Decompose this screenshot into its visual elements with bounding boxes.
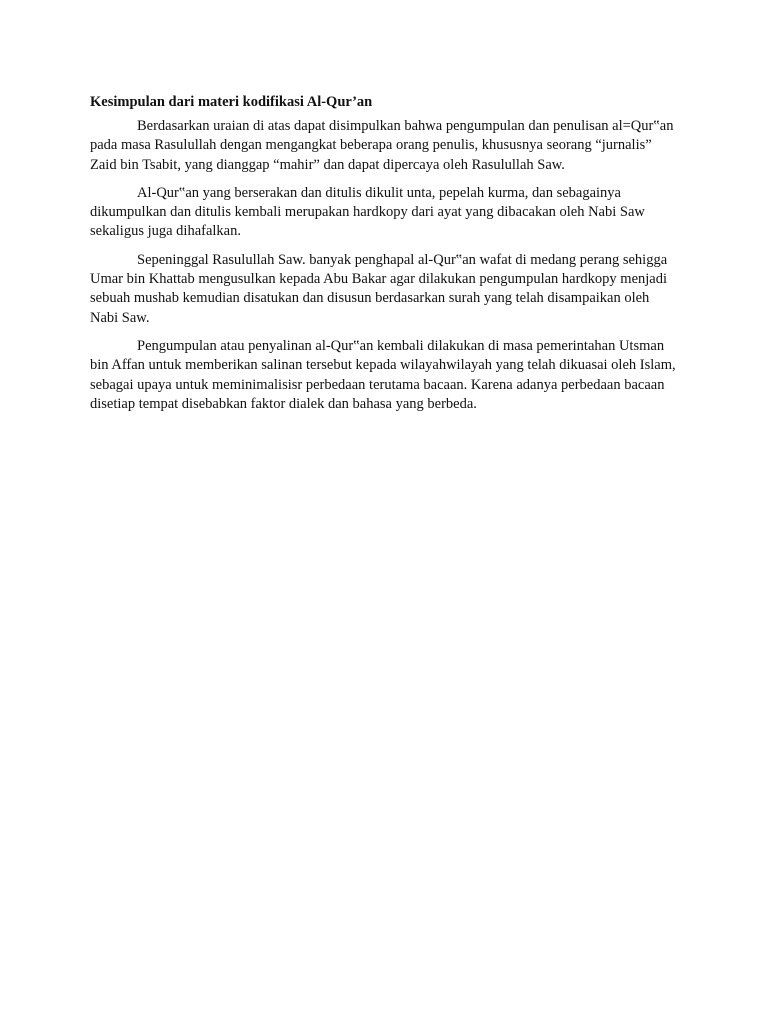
paragraph-2: Al-Qur‟an yang berserakan dan ditulis dikulit unta, pepelah kurma, dan sebagainya dikumpulkan dan ditulis kembali merupakan hardkopy dari ayat yang dibacakan oleh Nabi Saw sekaligus juga dihafalkan. xyxy=(90,184,645,240)
paragraph-1: Berdasarkan uraian di atas dapat disimpulkan bahwa pengumpulan dan penulisan al=Qur‟an pada masa Rasulullah dengan mengangkat beberapa orang penulis, khususnya seorang “jurnalis” Zaid bin Tsabit, yang dianggap “mahir” dan dapat dipercaya oleh Rasulullah Saw. xyxy=(90,118,674,173)
paragraph-4: Pengumpulan atau penyalinan al-Qur‟an kembali dilakukan di masa pemerintahan Utsman bin Affan untuk memberikan salinan tersebut kepada wilayahwilayah yang telah dikuasai oleh Islam, sebagai upaya untuk meminimalisisr perbedaan terutama bacaan. Karena adanya perbedaan bacaan disetiap tempat disebabkan faktor dialek dan bahasa yang berbeda. xyxy=(90,337,676,412)
document-body xyxy=(90,92,680,423)
document-title: Kesimpulan dari materi kodifikasi Al-Qur’an xyxy=(90,94,373,110)
paragraph-3: Sepeninggal Rasulullah Saw. banyak penghapal al-Qur‟an wafat di medang perang sehigga Umar bin Khattab mengusulkan kepada Abu Bakar agar dilakukan pengumpulan hardkopy menjadi sebuah mushab kemudian disatukan dan disusun berdasarkan surah yang telah disampaikan oleh Nabi Saw. xyxy=(90,251,668,326)
